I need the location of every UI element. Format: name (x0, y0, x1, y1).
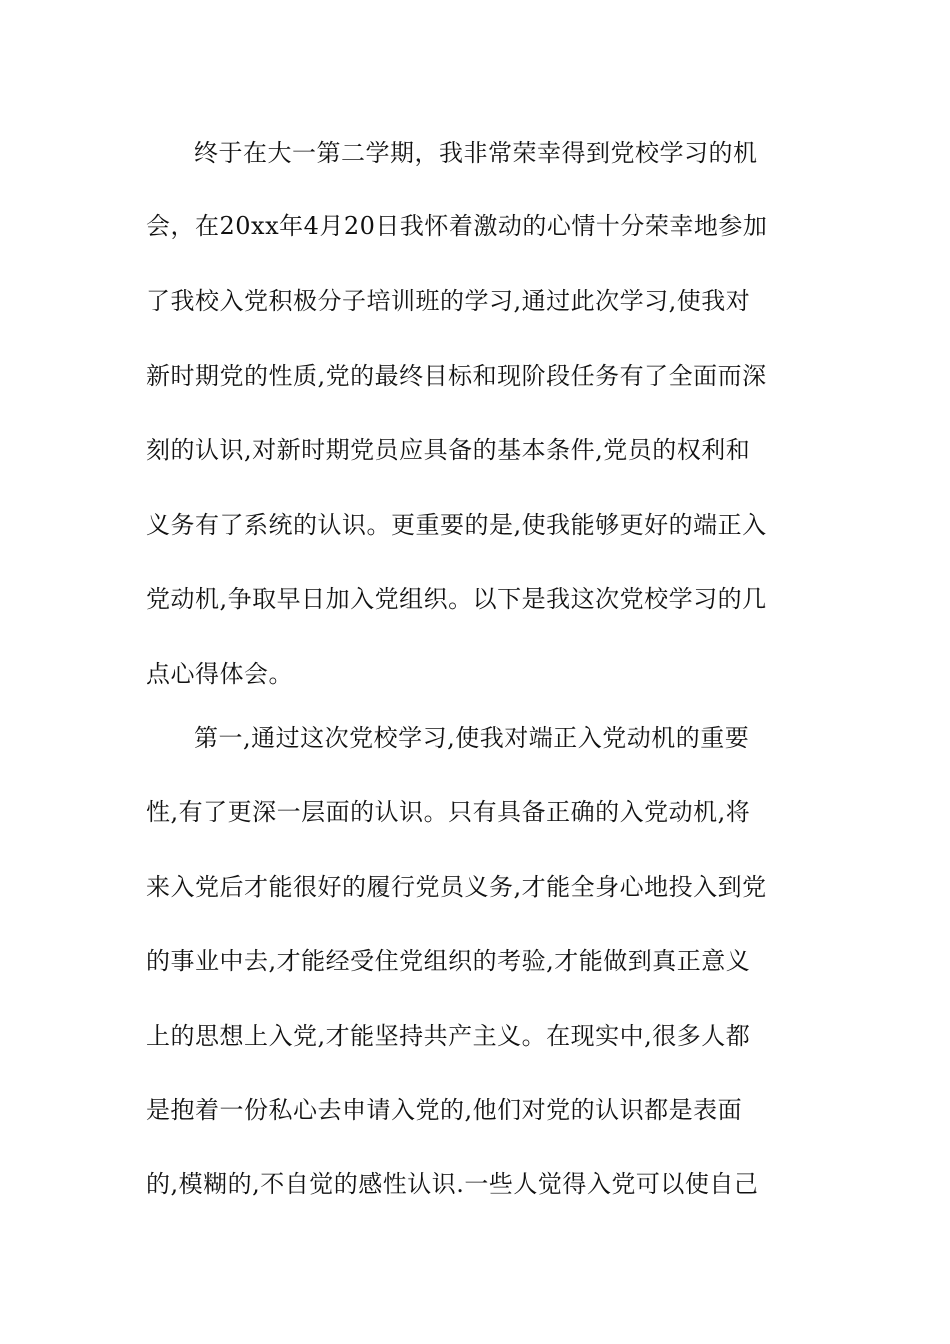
paragraph-1-line-5: 刻的认识,对新时期党员应具备的基本条件,党员的权利和 (146, 436, 751, 464)
paragraph-1-line-6: 义务有了系统的认识。更重要的是,使我能够更好的端正入 (146, 511, 767, 539)
paragraph-1-line-1: 终于在大一第二学期，我非常荣幸得到党校学习的机 (194, 139, 758, 167)
paragraph-2-line-6: 是抱着一份私心去申请入党的,他们对党的认识都是表面 (146, 1096, 743, 1124)
paragraph-2-line-2: 性,有了更深一层面的认识。只有具备正确的入党动机,将 (146, 798, 751, 826)
paragraph-1-line-2: 会，在20xx年4月20日我怀着激动的心情十分荣幸地参加 (146, 212, 768, 240)
paragraph-2-line-5: 上的思想上入党,才能坚持共产主义。在现实中,很多人都 (146, 1022, 751, 1050)
paragraph-2-line-7: 的,模糊的,不自觉的感性认识.一些人觉得入党可以使自己 (146, 1170, 759, 1198)
paragraph-2-line-4: 的事业中去,才能经受住党组织的考验,才能做到真正意义 (146, 947, 751, 975)
paragraph-1-line-7: 党动机,争取早日加入党组织。以下是我这次党校学习的几 (146, 585, 767, 613)
paragraph-2-line-3: 来入党后才能很好的履行党员义务,才能全身心地投入到党 (146, 873, 767, 901)
paragraph-1-line-8: 点心得体会。 (146, 660, 293, 688)
paragraph-1-line-3: 了我校入党积极分子培训班的学习,通过此次学习,使我对 (146, 287, 751, 315)
paragraph-1-line-4: 新时期党的性质,党的最终目标和现阶段任务有了全面而深 (146, 362, 767, 390)
paragraph-2-line-1: 第一,通过这次党校学习,使我对端正入党动机的重要 (194, 724, 750, 752)
